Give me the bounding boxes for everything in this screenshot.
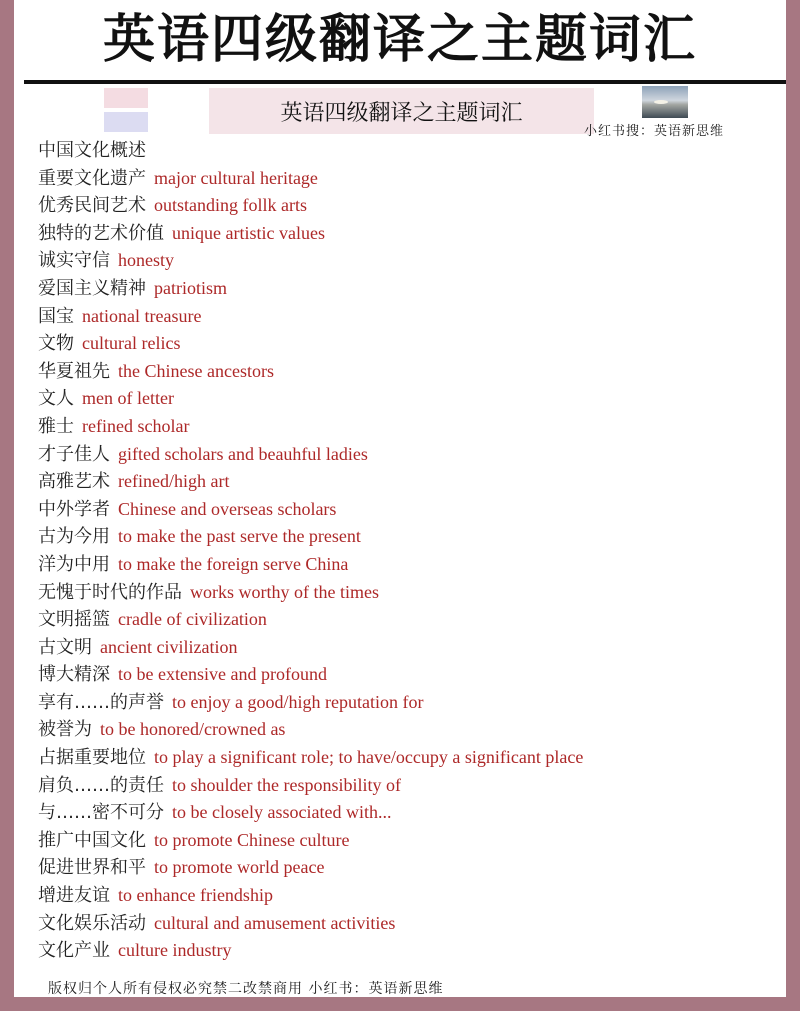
- term-zh: 雅士: [38, 415, 74, 437]
- term-zh: 爱国主义精神: [38, 277, 146, 299]
- copyright-footer: 版权归个人所有侵权必究禁二改禁商用 小红书：英语新思维: [48, 981, 444, 997]
- list-item: [38, 634, 786, 662]
- term-en: to make the foreign serve China: [118, 553, 349, 574]
- list-item: [38, 910, 786, 938]
- term-zh: 华夏祖先: [38, 360, 110, 382]
- term-en: to be closely associated with...: [172, 802, 392, 823]
- list-item: [38, 579, 786, 607]
- list-item: [38, 385, 786, 413]
- term-zh: 国宝: [38, 305, 74, 327]
- term-zh: 文化娱乐活动: [38, 912, 146, 934]
- term-zh: 诚实守信: [38, 250, 110, 272]
- subtitle-banner: [209, 88, 594, 134]
- term-en: unique artistic values: [172, 222, 325, 243]
- term-en: refined/high art: [118, 471, 230, 492]
- term-en: men of letter: [82, 388, 174, 409]
- term-en: Chinese and overseas scholars: [118, 498, 337, 519]
- term-en: to be extensive and profound: [118, 664, 327, 685]
- list-item: [38, 330, 786, 358]
- term-zh: 才子佳人: [38, 443, 110, 465]
- term-zh: 占据重要地位: [38, 747, 146, 769]
- term-en: to promote Chinese culture: [154, 829, 350, 850]
- sun-glow-icon: [654, 100, 668, 104]
- list-item: [38, 220, 786, 248]
- author-handle: 小红书搜：英语新思维: [584, 124, 725, 139]
- term-zh: 中外学者: [38, 498, 110, 520]
- title-divider: [24, 80, 786, 84]
- term-zh: 无愧于时代的作品: [38, 581, 182, 603]
- term-en: works worthy of the times: [190, 581, 379, 602]
- landscape-thumbnail: [642, 86, 688, 118]
- list-item: [38, 523, 786, 551]
- term-zh: 独特的艺术价值: [38, 222, 164, 244]
- term-en: to be honored/crowned as: [100, 719, 286, 740]
- term-en: to shoulder the responsibility of: [172, 774, 401, 795]
- term-en: the Chinese ancestors: [118, 360, 274, 381]
- list-item: [38, 413, 786, 441]
- list-item: [38, 275, 786, 303]
- decor-swatch-pink: [104, 88, 148, 108]
- list-item: [38, 716, 786, 744]
- list-item: [38, 854, 786, 882]
- list-item: [38, 827, 786, 855]
- list-item: [38, 937, 786, 965]
- list-item: [38, 551, 786, 579]
- term-zh: 中国文化概述: [38, 140, 146, 161]
- list-item: [38, 192, 786, 220]
- term-en: patriotism: [154, 277, 227, 298]
- list-item: [38, 661, 786, 689]
- list-item: [38, 468, 786, 496]
- term-zh: 增进友谊: [38, 885, 110, 907]
- term-en: culture industry: [118, 940, 232, 961]
- vocabulary-list: [38, 137, 786, 965]
- term-zh: 被誉为: [38, 719, 92, 741]
- list-item: [38, 247, 786, 275]
- term-zh: 古文明: [38, 636, 92, 658]
- list-item: [38, 744, 786, 772]
- term-en: gifted scholars and beauhful ladies: [118, 443, 368, 464]
- term-zh: 文明摇篮: [38, 609, 110, 631]
- term-zh: 博大精深: [38, 664, 110, 686]
- term-zh: 古为今用: [38, 526, 110, 548]
- term-zh: 文物: [38, 333, 74, 355]
- list-item: [38, 882, 786, 910]
- term-en: refined scholar: [82, 415, 190, 436]
- list-item: [38, 606, 786, 634]
- list-item: [38, 689, 786, 717]
- term-en: to promote world peace: [154, 857, 325, 878]
- term-en: to play a significant role; to have/occupy a significant place: [154, 747, 584, 768]
- term-zh: 享有……的声誉: [38, 691, 164, 713]
- term-en: to make the past serve the present: [118, 526, 361, 547]
- subtitle-text: 英语四级翻译之主题词汇: [280, 100, 523, 126]
- decor-swatch-blue: [104, 112, 148, 132]
- list-item: [38, 137, 786, 165]
- term-en: major cultural heritage: [154, 167, 318, 188]
- term-zh: 高雅艺术: [38, 471, 110, 493]
- term-en: cradle of civilization: [118, 609, 267, 630]
- list-item: [38, 496, 786, 524]
- list-item: [38, 303, 786, 331]
- term-en: honesty: [118, 250, 174, 271]
- term-en: national treasure: [82, 305, 202, 326]
- list-item: [38, 358, 786, 386]
- list-item: [38, 799, 786, 827]
- term-en: ancient civilization: [100, 636, 238, 657]
- term-zh: 推广中国文化: [38, 829, 146, 851]
- term-en: cultural and amusement activities: [154, 912, 396, 933]
- term-zh: 与……密不可分: [38, 802, 164, 824]
- term-zh: 重要文化遗产: [38, 167, 146, 189]
- term-zh: 肩负……的责任: [38, 774, 164, 796]
- page-title: 英语四级翻译之主题词汇: [102, 9, 697, 70]
- term-zh: 文人: [38, 388, 74, 410]
- term-en: to enhance friendship: [118, 885, 273, 906]
- term-en: cultural relics: [82, 333, 181, 354]
- list-item: [38, 165, 786, 193]
- term-zh: 优秀民间艺术: [38, 195, 146, 217]
- term-en: outstanding follk arts: [154, 195, 307, 216]
- term-en: to enjoy a good/high reputation for: [172, 691, 424, 712]
- term-zh: 促进世界和平: [38, 857, 146, 879]
- list-item: [38, 441, 786, 469]
- term-zh: 文化产业: [38, 940, 110, 962]
- list-item: [38, 772, 786, 800]
- term-zh: 洋为中用: [38, 553, 110, 575]
